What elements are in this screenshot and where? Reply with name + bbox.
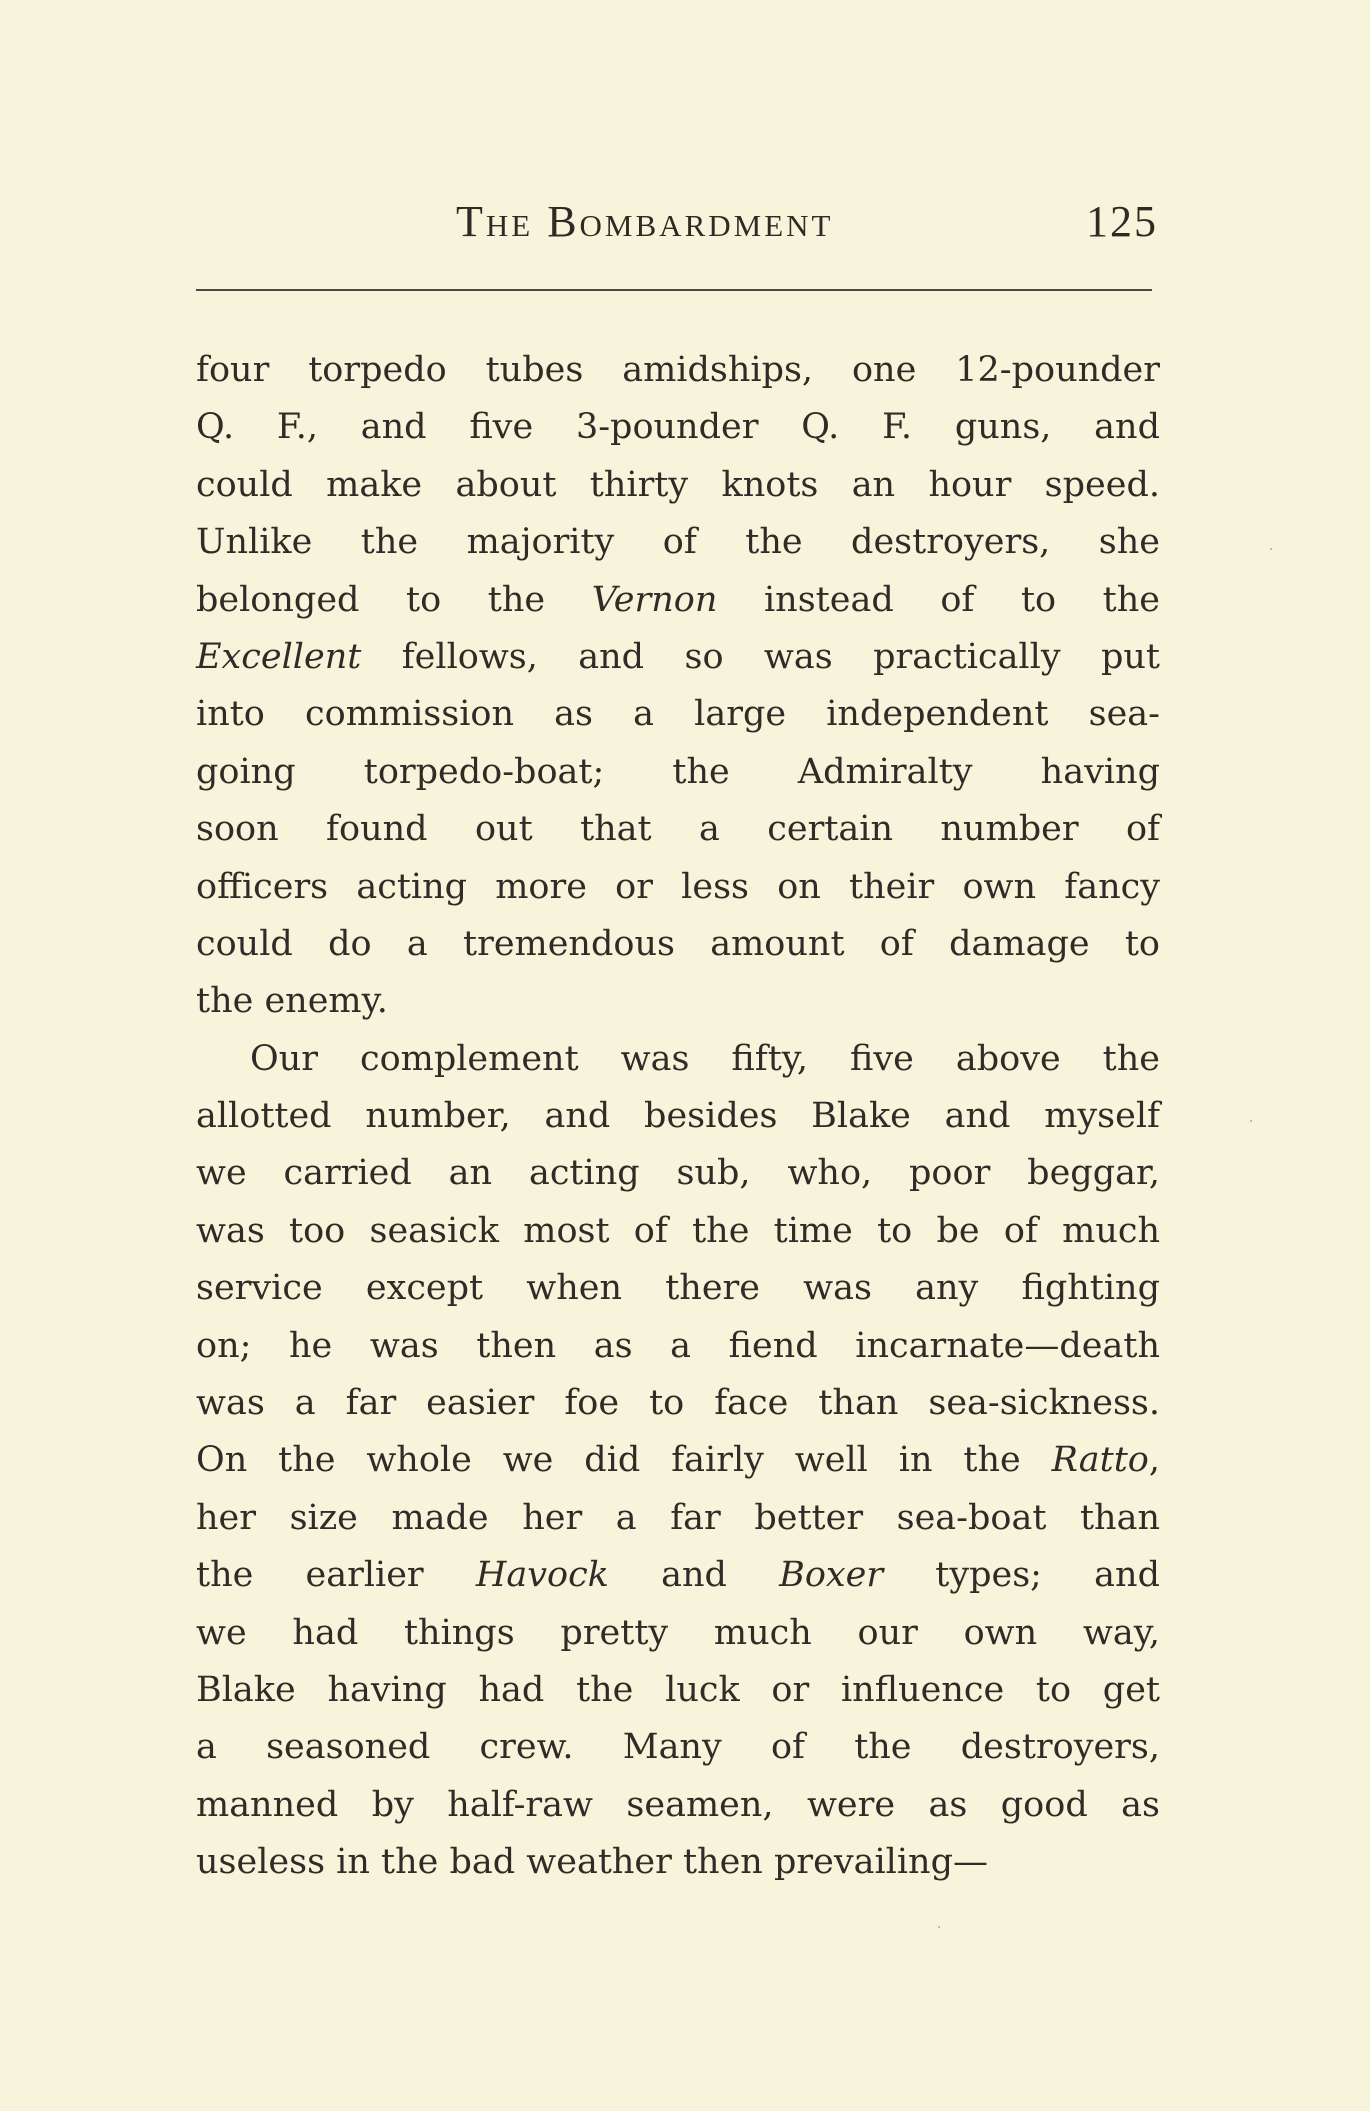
text-line: four torpedo tubes amidships, one 12-pounder xyxy=(196,350,1160,390)
text-span: and xyxy=(608,1555,780,1596)
text-line: was too seasick most of the time to be of much xyxy=(196,1210,1160,1251)
text-line xyxy=(196,1432,1160,1489)
text-line: could do a tremendous amount of damage to xyxy=(196,923,1160,964)
text-span: the earlier xyxy=(196,1555,476,1596)
paper-speck xyxy=(1250,1120,1252,1122)
text-line: Our complement was fifty, five above the xyxy=(250,1038,1160,1079)
text-span: On the whole we did fairly well in the xyxy=(196,1440,1052,1481)
paper-speck xyxy=(1270,548,1272,550)
running-title: The Bombardment xyxy=(456,197,834,246)
text-line: into commission as a large independent sea- xyxy=(196,694,1160,735)
text-line: we had things pretty much our own way, xyxy=(196,1612,1160,1653)
text-span: , xyxy=(1148,1440,1160,1481)
text-line: a seasoned crew. Many of the destroyers, xyxy=(196,1727,1160,1768)
text-line: was a far easier foe to face than sea-sickness. xyxy=(196,1383,1160,1424)
text-line: Blake having had the luck or influence to get xyxy=(196,1669,1160,1710)
italic-name: Boxer xyxy=(779,1555,884,1596)
text-line: the enemy. xyxy=(196,981,388,1022)
text-line: going torpedo-boat; the Admiralty having xyxy=(196,751,1160,792)
text-line: useless in the bad weather then prevailing— xyxy=(196,1842,988,1883)
text-line: service except when there was any fighting xyxy=(196,1268,1160,1309)
text-line: Q. F., and five 3-pounder Q. F. guns, and xyxy=(196,407,1160,448)
text-line: on; he was then as a fiend incarnate—death xyxy=(196,1325,1160,1366)
text-line xyxy=(196,572,1160,629)
text-line: allotted number, and besides Blake and myself xyxy=(196,1096,1160,1137)
running-head xyxy=(196,192,1168,252)
italic-name: Vernon xyxy=(591,579,718,620)
text-line: soon found out that a certain number of xyxy=(196,809,1160,850)
paper-speck xyxy=(938,1926,940,1928)
text-span: instead of to the xyxy=(717,579,1160,620)
header-rule xyxy=(196,289,1152,291)
text-line xyxy=(196,629,1160,686)
text-line: could make about thirty knots an hour speed. xyxy=(196,464,1160,505)
text-span: belonged to the xyxy=(196,579,592,620)
text-line xyxy=(196,1547,1160,1604)
text-span: fellows, and so was practically put xyxy=(361,636,1160,677)
page-number: 125 xyxy=(1086,197,1158,246)
text-line: Unlike the majority of the destroyers, she xyxy=(196,522,1160,563)
text-line: manned by half-raw seamen, were as good as xyxy=(196,1784,1160,1825)
body-text xyxy=(196,342,1160,1892)
text-line: we carried an acting sub, who, poor beggar, xyxy=(196,1153,1160,1194)
text-line: her size made her a far better sea-boat than xyxy=(196,1497,1160,1538)
italic-name: Ratto xyxy=(1051,1440,1149,1481)
text-line: officers acting more or less on their own fancy xyxy=(196,866,1160,907)
italic-name: Excellent xyxy=(196,636,362,677)
text-span: types; and xyxy=(883,1555,1160,1596)
italic-name: Havock xyxy=(475,1555,609,1596)
